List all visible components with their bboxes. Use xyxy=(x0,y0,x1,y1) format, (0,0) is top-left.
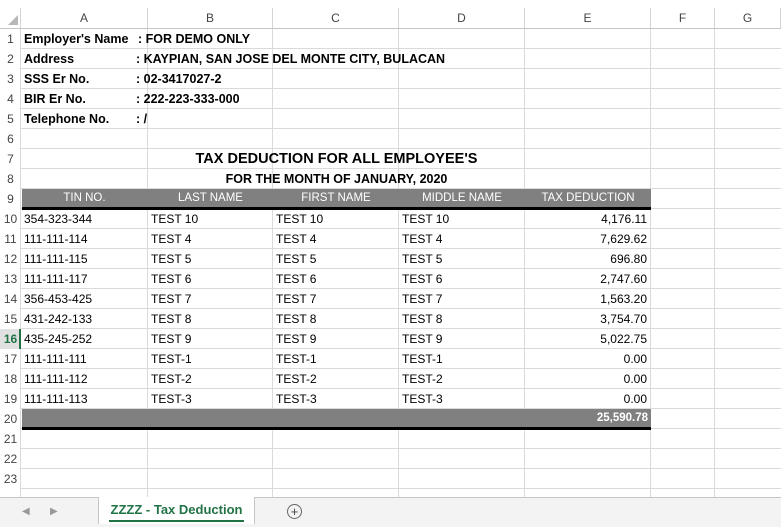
prev-sheet-icon[interactable]: ◀ xyxy=(22,506,30,517)
table-cell-tax[interactable]: 696.80 xyxy=(610,252,647,266)
table-cell-last[interactable]: TEST-2 xyxy=(151,372,192,386)
table-cell-tin[interactable]: 356-453-425 xyxy=(24,292,93,306)
table-cell-last[interactable]: TEST 10 xyxy=(151,212,199,226)
row-header[interactable]: 11 xyxy=(4,232,17,246)
column-header[interactable]: F xyxy=(651,8,715,28)
info-label[interactable]: Employer's Name xyxy=(24,32,129,46)
table-cell-middle[interactable]: TEST 5 xyxy=(402,252,443,266)
grid-row-line xyxy=(21,468,781,469)
next-sheet-icon[interactable]: ▶ xyxy=(50,506,58,517)
row-header[interactable]: 2 xyxy=(7,52,14,66)
table-cell-middle[interactable]: TEST 9 xyxy=(402,332,443,346)
info-label[interactable]: Telephone No. xyxy=(24,112,110,126)
table-cell-tax[interactable]: 5,022.75 xyxy=(600,332,647,346)
row-header[interactable]: 23 xyxy=(3,472,18,486)
grid-row-line xyxy=(21,448,781,449)
row-header[interactable]: 14 xyxy=(3,292,18,306)
row-header[interactable]: 7 xyxy=(7,152,14,166)
table-column-header[interactable]: FIRST NAME xyxy=(301,192,371,204)
select-all-corner[interactable] xyxy=(0,8,21,28)
table-cell-last[interactable]: TEST 4 xyxy=(151,232,192,246)
table-cell-tax[interactable]: 2,747.60 xyxy=(600,272,647,286)
table-cell-tin[interactable]: 431-242-133 xyxy=(24,312,93,326)
table-cell-first[interactable]: TEST 10 xyxy=(276,212,324,226)
row-header[interactable]: 17 xyxy=(3,352,18,366)
column-header[interactable]: B xyxy=(148,8,273,28)
row-header[interactable]: 3 xyxy=(7,72,14,86)
add-sheet-icon[interactable]: + xyxy=(287,504,302,519)
column-header[interactable]: D xyxy=(399,8,525,28)
info-label[interactable]: SSS Er No. xyxy=(24,72,90,86)
column-header[interactable]: A xyxy=(21,8,148,28)
row-header[interactable]: 5 xyxy=(7,112,14,126)
info-value[interactable]: : 222-223-333-000 xyxy=(136,92,240,106)
row-header[interactable]: 21 xyxy=(3,432,18,446)
table-cell-tax[interactable]: 4,176.11 xyxy=(601,212,647,226)
table-cell-tin[interactable]: 111-111-114 xyxy=(24,232,88,246)
table-cell-tin[interactable]: 111-111-113 xyxy=(24,392,88,406)
table-cell-last[interactable]: TEST 5 xyxy=(151,252,192,266)
row-header[interactable]: 20 xyxy=(3,412,18,426)
column-header[interactable]: G xyxy=(715,8,781,28)
table-cell-first[interactable]: TEST 4 xyxy=(276,232,317,246)
table-cell-tax[interactable]: 7,629.62 xyxy=(600,232,647,246)
table-column-header[interactable]: LAST NAME xyxy=(178,192,243,204)
active-row-indicator xyxy=(19,329,21,349)
row-header[interactable]: 1 xyxy=(7,32,14,46)
row-header[interactable]: 12 xyxy=(3,252,18,266)
info-label[interactable]: Address xyxy=(24,52,75,66)
column-header[interactable]: E xyxy=(525,8,651,28)
table-cell-middle[interactable]: TEST 8 xyxy=(402,312,443,326)
row-header[interactable]: 4 xyxy=(7,92,14,106)
table-cell-last[interactable]: TEST-3 xyxy=(151,392,192,406)
row-header[interactable]: 9 xyxy=(7,192,14,206)
table-cell-middle[interactable]: TEST 10 xyxy=(402,212,450,226)
table-cell-middle[interactable]: TEST-2 xyxy=(402,372,443,386)
table-cell-last[interactable]: TEST 9 xyxy=(151,332,192,346)
table-cell-tin[interactable]: 435-245-252 xyxy=(24,332,93,346)
sheet-tab-bar xyxy=(0,497,781,527)
info-label[interactable]: BIR Er No. xyxy=(24,92,86,106)
row-header[interactable]: 16 xyxy=(0,329,21,349)
table-cell-first[interactable]: TEST 7 xyxy=(276,292,317,306)
table-cell-tin[interactable]: 111-111-111 xyxy=(24,352,87,366)
table-cell-tin[interactable]: 111-111-115 xyxy=(24,252,88,266)
table-cell-first[interactable]: TEST-1 xyxy=(276,352,317,366)
table-cell-tax[interactable]: 0.00 xyxy=(623,392,647,406)
report-subtitle[interactable]: FOR THE MONTH OF JANUARY, 2020 xyxy=(225,172,448,186)
table-cell-middle[interactable]: TEST-3 xyxy=(402,392,443,406)
table-cell-tin[interactable]: 111-111-117 xyxy=(24,272,88,286)
row-header[interactable]: 19 xyxy=(3,392,18,406)
table-cell-tax[interactable]: 1,563.20 xyxy=(600,292,647,306)
report-title[interactable]: TAX DEDUCTION FOR ALL EMPLOYEE'S xyxy=(195,151,478,167)
table-cell-first[interactable]: TEST 9 xyxy=(276,332,317,346)
table-cell-first[interactable]: TEST-2 xyxy=(276,372,317,386)
grid-row-line xyxy=(21,488,781,489)
table-cell-last[interactable]: TEST 7 xyxy=(151,292,192,306)
sheet-tab-active[interactable]: ZZZZ - Tax Deduction xyxy=(98,497,255,524)
table-cell-last[interactable]: TEST 8 xyxy=(151,312,192,326)
row-header[interactable]: 6 xyxy=(7,132,14,146)
total-border xyxy=(22,427,651,430)
info-value[interactable]: : KAYPIAN, SAN JOSE DEL MONTE CITY, BULACAN xyxy=(136,52,446,66)
info-value[interactable]: : 02-3417027-2 xyxy=(136,72,222,86)
table-cell-tin[interactable]: 354-323-344 xyxy=(24,212,93,226)
table-cell-last[interactable]: TEST 6 xyxy=(151,272,192,286)
table-column-header[interactable]: TIN NO. xyxy=(63,192,106,204)
info-value[interactable]: : / xyxy=(136,112,148,126)
table-column-header[interactable]: TAX DEDUCTION xyxy=(541,192,635,204)
table-cell-tax[interactable]: 0.00 xyxy=(623,372,647,386)
info-value[interactable]: : FOR DEMO ONLY xyxy=(138,32,251,46)
table-cell-middle[interactable]: TEST 7 xyxy=(402,292,443,306)
table-cell-middle[interactable]: TEST-1 xyxy=(402,352,443,366)
table-column-header[interactable]: MIDDLE NAME xyxy=(422,192,502,204)
total-value[interactable]: 25,590.78 xyxy=(596,412,648,424)
table-cell-first[interactable]: TEST 8 xyxy=(276,312,317,326)
grid-column-line xyxy=(714,29,715,497)
table-cell-tax[interactable]: 3,754.70 xyxy=(600,312,647,326)
row-header[interactable]: 8 xyxy=(7,172,14,186)
row-header[interactable]: 13 xyxy=(3,272,18,286)
table-cell-first[interactable]: TEST 6 xyxy=(276,272,317,286)
row-header[interactable]: 22 xyxy=(3,452,18,466)
table-cell-tin[interactable]: 111-111-112 xyxy=(24,372,88,386)
row-header[interactable]: 10 xyxy=(3,212,18,226)
row-header[interactable]: 18 xyxy=(3,372,18,386)
table-cell-middle[interactable]: TEST 4 xyxy=(402,232,443,246)
table-cell-first[interactable]: TEST 5 xyxy=(276,252,317,266)
column-header[interactable]: C xyxy=(273,8,399,28)
table-cell-tax[interactable]: 0.00 xyxy=(623,352,647,366)
table-cell-last[interactable]: TEST-1 xyxy=(151,352,192,366)
row-header[interactable]: 15 xyxy=(3,312,18,326)
table-cell-first[interactable]: TEST-3 xyxy=(276,392,317,406)
table-cell-middle[interactable]: TEST 6 xyxy=(402,272,443,286)
